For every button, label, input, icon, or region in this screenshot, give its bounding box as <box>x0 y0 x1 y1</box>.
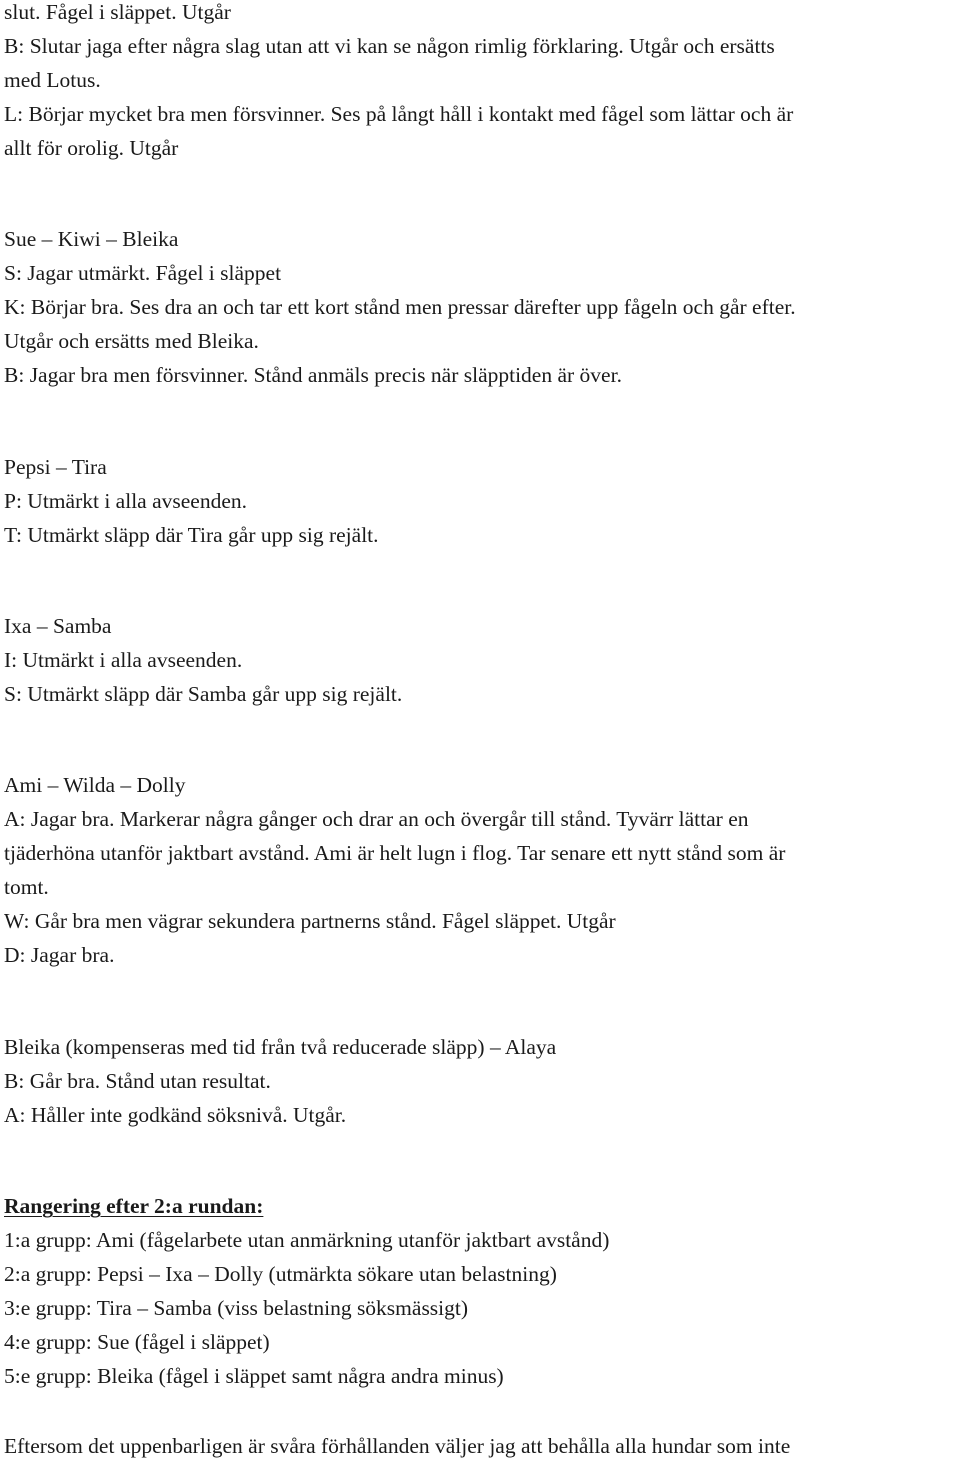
ranking-item: 2:a grupp: Pepsi – Ixa – Dolly (utmärkta sökare utan belastning) <box>4 1262 557 1286</box>
ranking-item: 5:e grupp: Bleika (fågel i släppet samt några andra minus) <box>4 1364 504 1388</box>
text-line: Eftersom det uppenbarligen är svåra förhållanden väljer jag att behålla alla hundar som inte <box>4 1434 791 1458</box>
text-line: tomt. <box>4 875 49 899</box>
text-line: Utgår och ersätts med Bleika. <box>4 329 259 353</box>
section-heading: Ami – Wilda – Dolly <box>4 773 186 797</box>
text-line: W: Går bra men vägrar sekundera partnerns stånd. Fågel släppet. Utgår <box>4 909 616 933</box>
text-line: K: Börjar bra. Ses dra an och tar ett kort stånd men pressar därefter upp fågeln och går efter. <box>4 295 796 319</box>
ranking-item: 1:a grupp: Ami (fågelarbete utan anmärkning utanför jaktbart avstånd) <box>4 1228 610 1252</box>
ranking-item: 3:e grupp: Tira – Samba (viss belastning söksmässigt) <box>4 1296 469 1320</box>
text-line: T: Utmärkt släpp där Tira går upp sig rejält. <box>4 523 379 547</box>
text-line: B: Går bra. Stånd utan resultat. <box>4 1069 271 1093</box>
text-line: slut. Fågel i släppet. Utgår <box>4 0 231 24</box>
text-line: B: Jagar bra men försvinner. Stånd anmäls precis när släpptiden är över. <box>4 363 622 387</box>
text-line: I: Utmärkt i alla avseenden. <box>4 648 243 672</box>
section-heading: Ixa – Samba <box>4 614 112 638</box>
text-line: D: Jagar bra. <box>4 943 115 967</box>
ranking-heading: Rangering efter 2:a rundan: <box>4 1194 264 1218</box>
section-heading: Sue – Kiwi – Bleika <box>4 227 179 251</box>
text-line: tjäderhöna utanför jaktbart avstånd. Ami är helt lugn i flog. Tar senare ett nytt stånd som är <box>4 841 786 865</box>
text-line: P: Utmärkt i alla avseenden. <box>4 489 247 513</box>
text-line: allt för orolig. Utgår <box>4 136 179 160</box>
ranking-item: 4:e grupp: Sue (fågel i släppet) <box>4 1330 270 1354</box>
text-line: med Lotus. <box>4 68 101 92</box>
text-line: S: Jagar utmärkt. Fågel i släppet <box>4 261 282 285</box>
text-line: A: Jagar bra. Markerar några gånger och drar an och övergår till stånd. Tyvärr lättar en <box>4 807 749 831</box>
section-heading: Pepsi – Tira <box>4 455 107 479</box>
text-line: L: Börjar mycket bra men försvinner. Ses på långt håll i kontakt med fågel som lättar och är <box>4 102 794 126</box>
text-line: A: Håller inte godkänd söksnivå. Utgår. <box>4 1103 347 1127</box>
section-heading: Bleika (kompenseras med tid från två reducerade släpp) – Alaya <box>4 1035 557 1059</box>
text-line: S: Utmärkt släpp där Samba går upp sig rejält. <box>4 682 403 706</box>
text-line: B: Slutar jaga efter några slag utan att vi kan se någon rimlig förklaring. Utgår och ersätts <box>4 34 775 58</box>
